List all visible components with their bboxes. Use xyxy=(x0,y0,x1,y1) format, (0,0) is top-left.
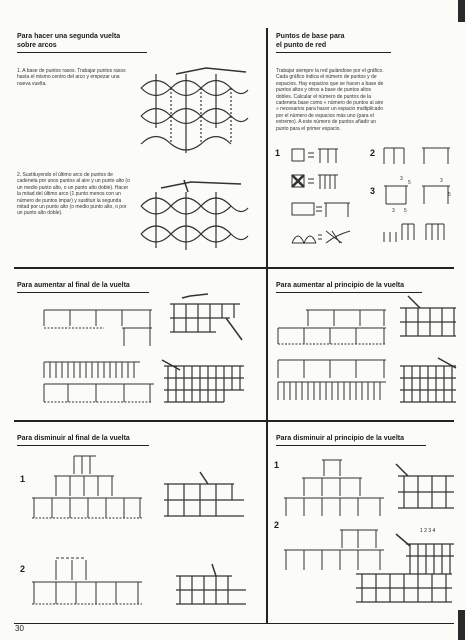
increase-start-photo-1 xyxy=(398,294,458,344)
diagram-number-1: 1 xyxy=(275,148,281,158)
step1-text: 1. A base de puntos rasos. Trabajar puntos rasos hasta el mismo centro del arco y empezar una nueva vuelta. xyxy=(17,68,126,87)
decrease-end-number-1: 1 xyxy=(20,474,26,484)
net-stitch-diagrams xyxy=(382,140,454,250)
arch-lattice-illustration-1 xyxy=(136,68,254,158)
stitch-count-labels: 1 2 3 4 xyxy=(420,528,436,534)
decrease-end-photo-2 xyxy=(172,564,252,616)
decrease-end-chart-1 xyxy=(30,452,146,522)
equivalence-diagrams xyxy=(290,143,360,253)
svg-text:3: 3 xyxy=(392,208,395,214)
svg-text:5: 5 xyxy=(408,180,411,186)
section-title-decrease-start: Para disminuir al principio de la vuelta xyxy=(276,434,426,446)
increase-end-chart-1 xyxy=(42,306,154,348)
section-title-second-row: Para hacer una segunda vuelta sobre arcos xyxy=(17,32,147,53)
page-number: 30 xyxy=(15,624,24,633)
decrease-end-number-2: 2 xyxy=(20,564,26,574)
decrease-start-number-1: 1 xyxy=(274,460,280,470)
row-divider-bottom xyxy=(14,623,454,624)
diagram-number-2: 2 xyxy=(370,148,376,158)
svg-text:5: 5 xyxy=(448,192,451,198)
diagram-number-3: 3 xyxy=(370,186,376,196)
arch-lattice-illustration-2 xyxy=(136,178,254,258)
row-divider-middle xyxy=(14,420,454,422)
column-divider xyxy=(266,28,268,623)
base-stitches-text: Trabajar siempre la red guiándose por el gráfico. Cada gráfico indica el número de puntos y de espacios. Hay espacios que se hacen a base de puntos altos y otros a base de puntos altos dobles. Calcular el número de puntos de la cadeneta base como « número de puntos al aire » necesarios para hacer un espacio multiplicado por el número de espacios más uno (para el extremo). A este número de puntos añadir un punto para el primer espacio. xyxy=(276,68,384,132)
increase-start-chart-1 xyxy=(276,306,388,346)
row-divider-top xyxy=(14,267,454,269)
decrease-end-chart-2 xyxy=(30,550,146,610)
svg-text:3: 3 xyxy=(400,176,403,182)
decrease-start-chart-1 xyxy=(282,456,386,518)
decrease-start-number-2: 2 xyxy=(274,520,280,530)
increase-end-photo-2 xyxy=(160,358,248,408)
section-title-base-stitches: Puntos de base para el punto de red xyxy=(276,32,391,53)
decrease-start-photo-1 xyxy=(394,462,458,522)
increase-end-photo-1 xyxy=(168,294,248,342)
increase-start-chart-2 xyxy=(276,356,388,402)
svg-text:5: 5 xyxy=(404,208,407,214)
section-title-increase-start: Para aumentar al principio de la vuelta xyxy=(276,281,422,293)
increase-start-photo-2 xyxy=(398,356,458,410)
section-title-increase-end: Para aumentar al final de la vuelta xyxy=(17,281,149,293)
step2-text: 2. Sustituyendo el último arco de puntos de cadeneta por unos puntos al aire y un punto alto (o un medio punto alto, o un punto alto doble). Hacer la mitad del último arco (1 punto menos con un número de puntos impar) y sustituir la segunda mitad por un punto alto (o medio punto alto, o por un punto alto doble). xyxy=(17,172,130,217)
decrease-end-photo-1 xyxy=(160,470,250,528)
svg-text:3: 3 xyxy=(440,178,443,184)
page-edge-tab xyxy=(458,0,465,22)
increase-end-chart-2 xyxy=(42,358,154,406)
page-edge-tab-bottom xyxy=(458,610,465,640)
decrease-start-photo-2 xyxy=(346,534,458,610)
section-title-decrease-end: Para disminuir al final de la vuelta xyxy=(17,434,149,446)
